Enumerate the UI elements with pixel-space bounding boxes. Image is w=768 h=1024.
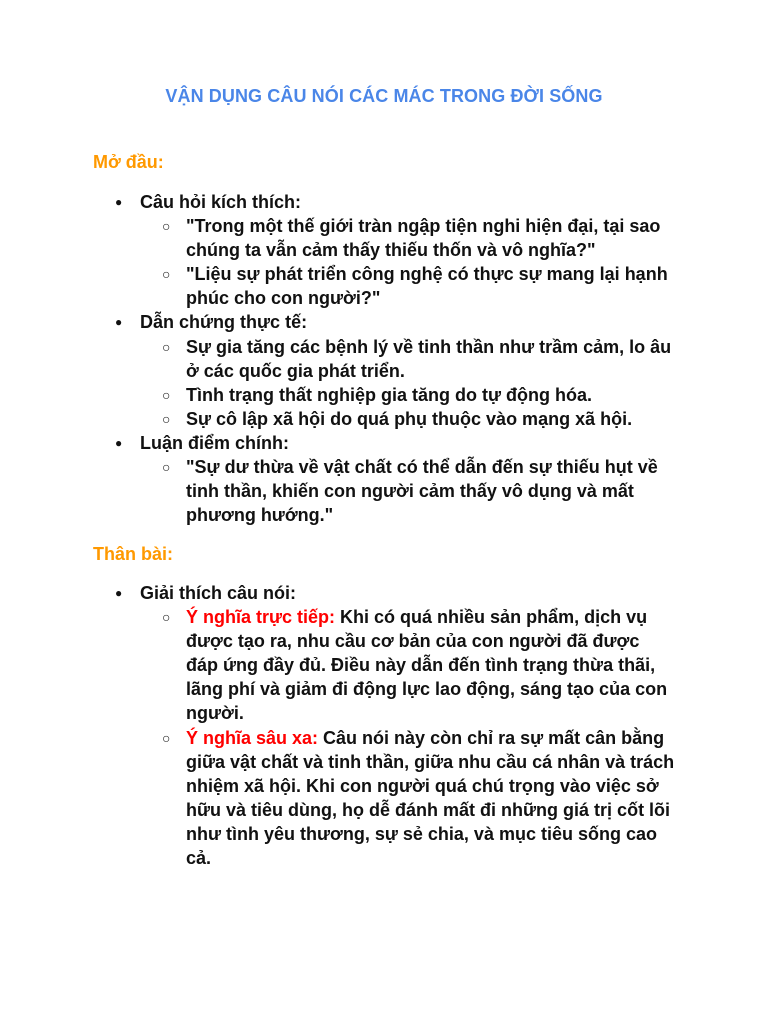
section-heading-body: Thân bài: xyxy=(93,544,173,564)
deep-meaning-text: Câu nói này còn chỉ ra sự mất cân bằng giữa vật chất và tinh thần, giữa nhu cầu cá nhân và trách nhiệm xã hội. Khi con người quá chú trọng vào việc sở hữu và tiêu dùng, họ dễ đánh mất đi những giá trị cốt lõi như tình yêu thương, sự sẻ chia, và mục tiêu sống cao cả. xyxy=(186,728,675,868)
direct-meaning-term: Ý nghĩa trực tiếp: xyxy=(186,607,336,627)
bullet-question-label: ● Câu hỏi kích thích: xyxy=(140,190,700,214)
sub-bullet-direct-meaning xyxy=(186,605,676,725)
section-heading-intro: Mở đầu: xyxy=(93,152,164,172)
sub-bullet-question-2: ○ "Liệu sự phát triển công nghệ có thực sự mang lại hạnh phúc cho con người?" xyxy=(186,262,676,310)
sub-bullet-evidence-3: ○ Sự cô lập xã hội do quá phụ thuộc vào mạng xã hội. xyxy=(186,407,676,431)
sub-bullet-evidence-1: ○ Sự gia tăng các bệnh lý về tinh thần như trầm cảm, lo âu ở các quốc gia phát triển. xyxy=(186,335,676,383)
direct-meaning-text: Khi có quá nhiều sản phẩm, dịch vụ được tạo ra, nhu cầu cơ bản của con người đã được đáp ứng đầy đủ. Điều này dẫn đến tình trạng thừa thãi, lãng phí và giảm đi động lực lao động, sáng tạo của con người. xyxy=(186,607,668,723)
sub-bullet-main-point: ○ "Sự dư thừa về vật chất có thể dẫn đến sự thiếu hụt về tinh thần, khiến con người cảm thấy vô dụng và mất phương hướng." xyxy=(186,455,676,527)
deep-meaning-term: Ý nghĩa sâu xa: xyxy=(186,728,319,748)
bullet-explanation-label: ● Giải thích câu nói: xyxy=(140,581,700,605)
sub-bullet-question-1: ○ "Trong một thế giới tràn ngập tiện nghi hiện đại, tại sao chúng ta vẫn cảm thấy thiếu thốn và vô nghĩa?" xyxy=(186,214,676,262)
sub-bullet-evidence-2: ○ Tình trạng thất nghiệp gia tăng do tự động hóa. xyxy=(186,383,676,407)
bullet-main-point-label: ● Luận điểm chính: xyxy=(140,431,700,455)
document-title: VẬN DỤNG CÂU NÓI CÁC MÁC TRONG ĐỜI SỐNG xyxy=(165,86,603,106)
sub-bullet-deep-meaning xyxy=(186,726,676,870)
bullet-evidence-label: ● Dẫn chứng thực tế: xyxy=(140,310,700,334)
